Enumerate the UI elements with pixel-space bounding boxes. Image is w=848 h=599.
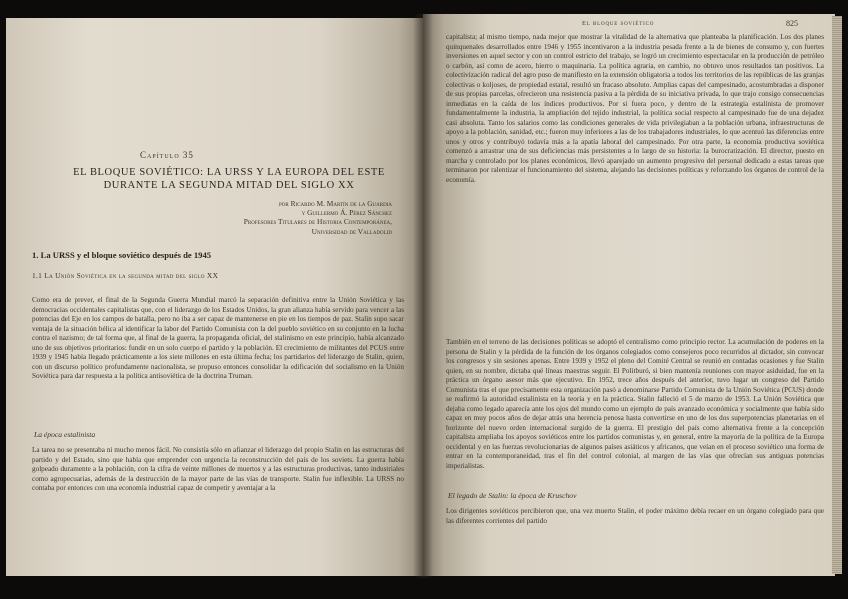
chapter-title: EL BLOQUE SOVIÉTICO: LA URSS Y LA EUROPA DEL ESTE DURANTE LA SEGUNDA MITAD DEL SIGLO XX bbox=[73, 167, 385, 191]
author-line: y Guillermo Á. Pérez Sánchez bbox=[301, 208, 392, 218]
italic-heading: La época estalinista bbox=[34, 430, 96, 439]
chapter-authors bbox=[142, 199, 392, 236]
author-line: por Ricardo M. Martín de la Guardia bbox=[279, 199, 392, 208]
book-gutter bbox=[413, 14, 433, 578]
italic-heading: El legado de Stalin: la época de Kruschov bbox=[448, 491, 577, 500]
running-head: El bloque soviético bbox=[582, 20, 655, 27]
subsection-heading: 1.1 La Unión Soviética en la segunda mitad del siglo XX bbox=[32, 271, 219, 280]
paragraph: Los dirigentes soviéticos percibieron que, una vez muerto Stalin, el poder máximo debía recaer en un órgano colegiado para que las diferentes corrientes del partido bbox=[446, 507, 824, 525]
paragraph: También en el terreno de las decisiones políticas se adoptó el centralismo como principio rector. La acumulación de poderes en la persona de Stalin y la pérdida de la función de los órganos colegiados como consejeros poco recurridos al dictador, sin convocar los congresos y sin sesiones apenas. Entre 1939 y 1952 el pleno del Comité Central se reunió en contadas ocasiones y fue Stalin quien, en su nombre, dictaba qué líneas maestras seguir. El Politburó, si bien mantenía reuniones con mayor asiduidad, fue en la práctica un órgano asesor más que ejecutivo. En 1952, trece años después del anterior, tuvo lugar un congreso del Partido Comunista tras el que precisamente esta organización pasó a denominarse Partido Comunista de la Unión Soviética (PCUS) donde se reafirmó la autoridad estalinista en la teoría y en la práctica. Stalin falleció el 5 de marzo de 1953. La Unión Soviética que dejaba como legado aparecía ante los ojos del mundo como un ejemplo de país avanzado económica y socialmente que había sido capaz en muy pocos años de dejar atrás una herencia penosa hasta convertirse en uno de los dos superpotencias planetarias en el horizonte del nuevo orden internacional surgido de la guerra. El prestigio del país como alternativa frente a la concepción capitalista ampliaba los apoyos soviéticos entre los partidos comunistas y, en general, entre la mayoría de la política de la Europa occidental y en las fuerzas revolucionarias de algunos países asiáticos y africanos, que veían en el proceso soviético una forma de entrar en la contemporaneidad, tras el fin del control colonial, al margen de las vías que ofrecían sus antiguas potencias imperialistas. bbox=[446, 338, 824, 470]
paragraph: capitalista; al mismo tiempo, nada mejor que mostrar la vitalidad de la alternativa que planteaba la planificación. Los dos planes quinquenales desarrollados entre 1946 y 1955 incentivaron a la industria pesada frente a la de bienes de consumo y, con fuertes inversiones en aquel sector y con un control estricto del trabajo, se logró un crecimiento espectacular en la producción de petróleo o carbón, así como de acero, hierro o maquinaria. La política agraria, en cambio, no obtuvo unos resultados tan positivos. La colectivización radical del agro puso de manifiesto en la extensión obligatoria a todos los territorios de las repúblicas de las granjas colectivas o koljoses, de propiedad estatal, resultó un fracaso absoluto. Amplias capas del campesinado, acostumbradas a disponer de sus propias parcelas, ofrecieron una resistencia pasiva a la pérdida de su iniciativa privada, lo que trajo consigo consecuencias inmediatas en la caída de los índices productivos. Por si fuera poco, y dentro de la estrategia estalinista de promover fundamentalmente la industria, la ampliación del tejido industrial, la política social respecto al campesinado fue de una dejadez casi absoluta. Tanto los salarios como las condiciones generales de vida privilegiaban a la población urbana, infraestructuras de apoyo a la población, sanidad, etc.; fueron muy inferiores a las de los trabajadores industriales, lo que acentuó las diferencias entre unos y otros y contribuyó todavía más a la apatía laboral del campesinado. Por otra parte, la economía productiva soviética comenzó a arrastrar una de sus deficiencias más persistentes a lo largo de su historia: la burocratización. El director, puesto en marcha y controlado por los planes económicos, llevó aparejado un aumento progresivo del personal dedicado a estas tareas que terminaron por ralentizar el funcionamiento del sistema, alejando las decisiones políticas y reforzando los órganos de control de la economía. bbox=[446, 33, 824, 184]
page-number: 825 bbox=[786, 19, 798, 28]
author-line: Universidad de Valladolid bbox=[311, 226, 392, 236]
paragraph: La tarea no se presentaba ni mucho menos fácil. No consistía sólo en afianzar el liderazgo del propio Stalin en las estructuras del partido y del Estado, sino que había que emprender con urgencia la reconstrucción del país de los soviets. La guerra había golpeado duramente a la población, con la cifra de veinte millones de muertos y a las estructuras productivas, tanto industriales como agropecuarias, además de la destrucción de la mayor parte de las vías de transporte. Stalin fue inflexible. La URSS no contaba por entonces con una economía industrial capaz de competir y aventajar a la bbox=[32, 446, 404, 492]
section-heading: 1. La URSS y el bloque soviético después de 1945 bbox=[32, 250, 212, 260]
page-edges bbox=[832, 16, 842, 574]
paragraph: Como era de prever, el final de la Segunda Guerra Mundial marcó la separación definitiva entre la Unión Soviética y las democracias occidentales capitalistas que, con el liderazgo de los Estados Unidos, la gran alianza había servido para vencer a las potencias del Eje en los campos de batalla, pero no iba a ser capaz de mantenerse en pie en los tiempos de paz. Stalin supo sacar ventaja de la situación bélica al identificar la labor del Partido Comunista con la del pueblo soviético en su conjunto en la lucha contra el nazismo; de tal forma que, al final de la guerra, la propaganda oficial, del stalinismo en este principio, había alcanzado uno de sus objetivos prioritarios: fundir en un solo cuerpo el partido y la población. El crecimiento de militantes del PCUS entre 1939 y 1945 había llegado prácticamente a los siete millones en esta última fecha; los partidarios del liderazgo de Stalin, quien, con un discurso político profundamente nacionalista, se propuso entonces consolidar la edificación del socialismo en la Unión Soviética para dar respuesta a la política antisoviética de la doctrina Truman. bbox=[32, 296, 404, 380]
author-line: Profesores Titulares de Historia Contemporánea, bbox=[243, 217, 392, 227]
chapter-label: Capítulo 35 bbox=[140, 150, 194, 160]
